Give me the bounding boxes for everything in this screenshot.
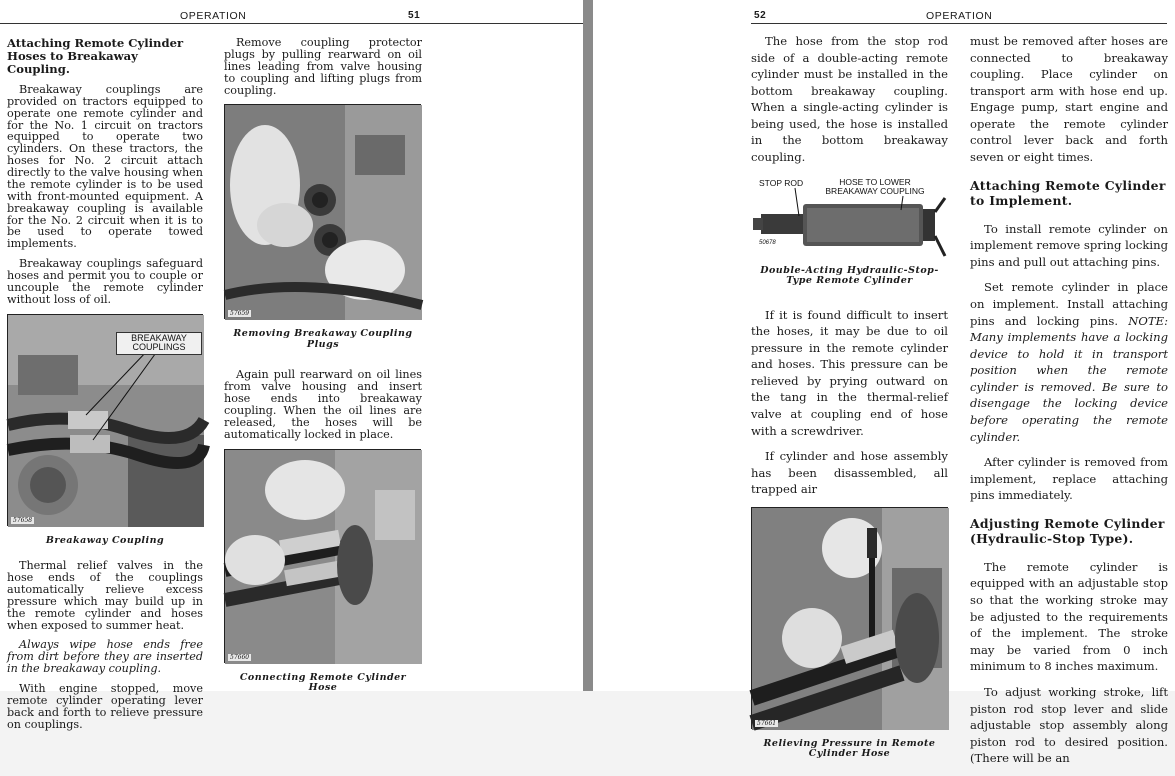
relieving-pressure-photo: [751, 507, 948, 729]
book-gutter: [583, 0, 593, 691]
note-text: NOTE: Many implements have a locking device to hold it in transport position when the remote cylinder is removed. Be sure to disengage the locking device before operating the remote cylinder.: [970, 313, 1168, 444]
left-column: [751, 33, 948, 760]
diagram-label: STOP ROD: [759, 177, 804, 188]
paragraph-with-note: [970, 279, 1168, 445]
right-column: [970, 33, 1168, 776]
photo-caption: Breakaway Coupling: [45, 534, 165, 546]
text: Set remote cylinder in place on implement. Install attaching pins and locking pins.: [970, 280, 1168, 328]
page-header: [0, 10, 583, 24]
photo-caption: Removing Breakaway Coupling Plugs: [233, 328, 413, 350]
paragraph: must be removed after hoses are connected to breakaway coupling. Place cylinder on transport arm with hose end up. Engage pump, start engine and operate the remote cylinder control lever back and forth seven or eight times.: [970, 34, 1168, 165]
page-number: 51: [408, 10, 421, 21]
paragraph: Breakaway couplings are provided on tractors equipped to operate one remote cylinder and for the No. 1 circuit on tractors equipped to operate two cylinders. On these tractors, the hoses for No. 2 circuit attach directly to the valve housing when the remote cylinder is to be used with front-mounted equipment. A breakaway coupling is available for the No. 2 circuit when it is to be used to operate towed implements.: [7, 82, 203, 251]
breakaway-coupling-photo: [7, 314, 203, 526]
paragraph: With engine stopped, move remote cylinder operating lever back and forth to relieve pressure on couplings.: [7, 682, 203, 731]
paragraph: To adjust working stroke, lift piston rod stop lever and slide adjustable stop assembly along piston rod to desired position. (There will be an: [970, 684, 1168, 766]
photo-number: 57658: [13, 516, 33, 524]
paragraph: After cylinder is removed from implement, replace attaching pins immediately.: [970, 455, 1168, 503]
paragraph: Breakaway couplings safeguard hoses and permit you to couple or uncouple the remote cylinder without loss of oil.: [7, 257, 203, 306]
paragraph: The remote cylinder is equipped with an adjustable stop so that the working stroke may be adjusted to the requirements of the implement. The stroke may be varied from 0 inch minimum to 8 inches maximum.: [970, 559, 1168, 674]
connecting-hose-photo: [224, 449, 421, 663]
right-page: [593, 0, 1175, 766]
cylinder-diagram: [751, 176, 948, 274]
header-title: OPERATION: [926, 10, 993, 22]
diagram-number: 50678: [759, 239, 776, 246]
section-heading: Attaching Remote Cylinder to Implement.: [970, 177, 1166, 209]
paragraph: Thermal relief valves in the hose ends of the couplings automatically relieve excess pressure which may build up in the remote cylinder and hoses when exposed to summer heat.: [7, 559, 203, 632]
diagram-label: HOSE TO LOWER BREAKAWAY COUPLING: [825, 176, 925, 196]
paragraph: The hose from the stop rod side of a double-acting remote cylinder must be installed in the bottom breakaway coupling. When a single-acting cylinder is being used, the hose is installed in the bottom breakaway coupling.: [751, 34, 948, 165]
photo-caption: Connecting Remote Cylinder Hose: [239, 671, 407, 693]
left-column: [7, 37, 203, 739]
page-number: 52: [754, 10, 767, 21]
header-title: OPERATION: [180, 10, 247, 22]
section-heading: Adjusting Remote Cylinder (Hydraulic-Stop Type).: [970, 515, 1165, 547]
right-column: [224, 37, 422, 693]
section-heading: Attaching Remote Cylinder Hoses to Breakaway Coupling.: [7, 36, 184, 76]
paragraph: Remove coupling protector plugs by pulling rearward on oil lines leading from valve housing to coupling and lifting plugs from coupling.: [224, 36, 422, 97]
diagram-caption: Double-Acting Hydraulic-Stop-Type Remote Cylinder: [760, 264, 939, 287]
paragraph: To install remote cylinder on implement remove spring locking pins and pull out attaching pins.: [970, 221, 1168, 269]
photo-number: 57660: [230, 653, 250, 661]
photo-number: 57661: [757, 719, 777, 727]
photo-number: 57659: [230, 310, 250, 318]
left-page: [0, 0, 583, 731]
page-header: [751, 10, 1167, 24]
photo-caption: Relieving Pressure in Remote Cylinder Hose: [763, 737, 936, 760]
removing-plugs-photo: [224, 104, 421, 319]
paragraph: If cylinder and hose assembly has been disassembled, all trapped air: [751, 449, 948, 497]
paragraph: Again pull rearward on oil lines from valve housing and insert hose ends into breakaway coupling. When the oil lines are released, the hoses will be automatically locked in place.: [224, 368, 422, 441]
paragraph-italic: Always wipe hose ends free from dirt before they are inserted in the breakaway coupling.: [7, 638, 203, 676]
photo-callout-label: BREAKAWAY COUPLINGS: [116, 332, 202, 355]
paragraph: If it is found difficult to insert the hoses, it may be due to oil pressure in the remote cylinder and hoses. This pressure can be relieved by prying outward on the tang in the thermal-relief valve at coupling end of hose with a screwdriver.: [751, 307, 948, 438]
